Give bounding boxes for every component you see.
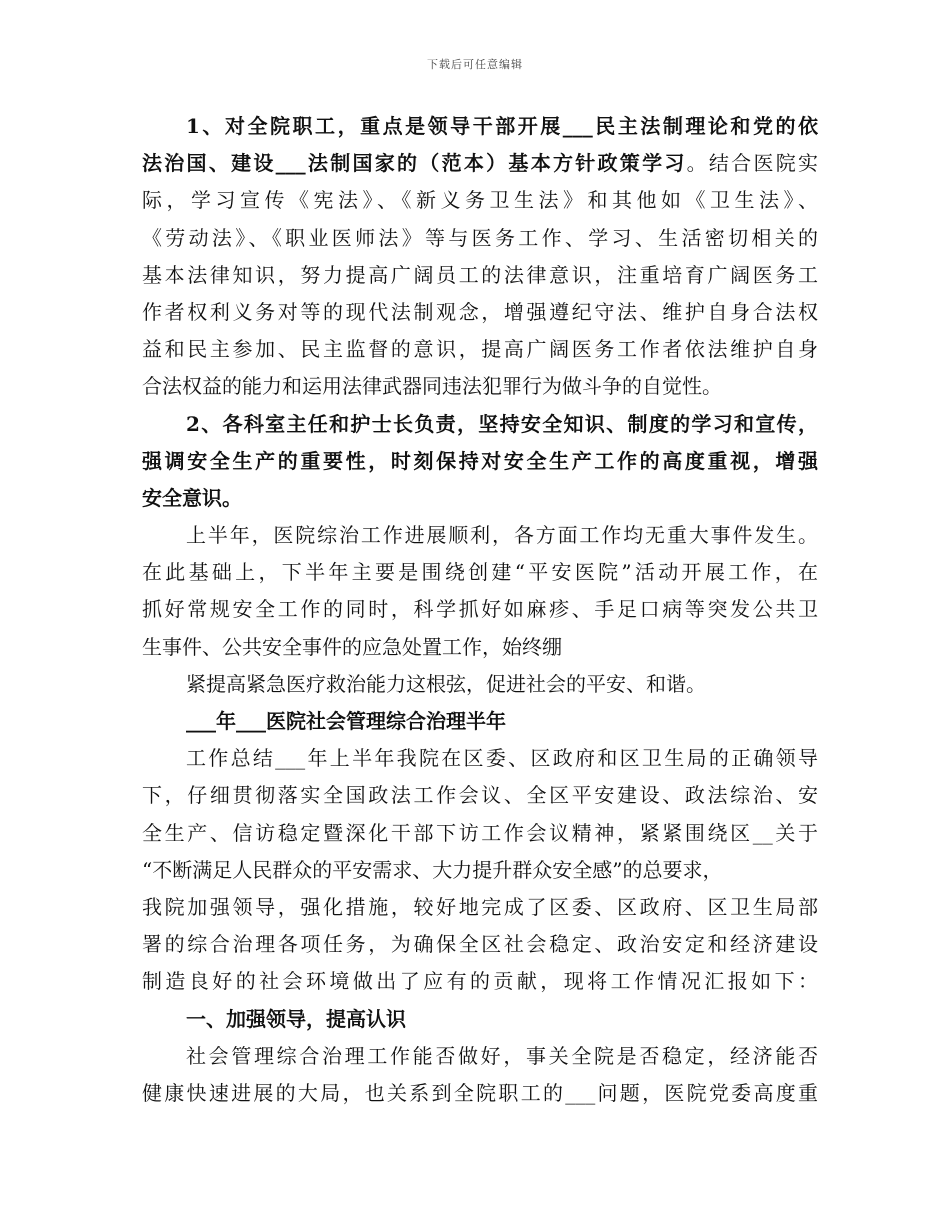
text-run: 在此基础上，下半年主要是围绕创建“平安医院”活动开展工作，在 — [142, 560, 818, 585]
text-line — [142, 629, 818, 666]
text-line — [142, 1075, 818, 1112]
text-line — [142, 554, 818, 591]
text-run: 《劳动法》、《职业医师法》等与医务工作、学习、生活密切相关的 — [142, 225, 818, 250]
text-run: 益和民主参加、民主监督的意识，提高广阔医务工作者依法维护自身 — [142, 337, 818, 362]
text-line — [142, 815, 818, 852]
text-line — [142, 889, 818, 926]
text-run: “不断满足人民群众的平安需求、大力提升群众安全感”的总要求， — [142, 857, 723, 882]
text-line — [142, 591, 818, 628]
text-line — [142, 963, 818, 1000]
text-run: 安全意识。 — [142, 485, 242, 510]
text-run: 1、对全院职工，重点是领导干部开展___民主法制理论和党的依 — [186, 114, 818, 138]
text-run: 署的综合治理各项任务，为确保全区社会稳定、政治安定和经济建设 — [142, 932, 818, 957]
text-run: 社会管理综合治理工作能否做好，事关全院是否稳定，经济能否 — [186, 1043, 818, 1068]
text-line — [142, 1038, 818, 1075]
page-header: 下载后可任意编辑 — [427, 58, 523, 71]
text-run: 生事件、公共安全事件的应急处置工作，始终绷 — [142, 634, 562, 659]
text-run: 我院加强领导，强化措施，较好地完成了区委、区政府、区卫生局部 — [142, 894, 818, 919]
text-run: 强调安全生产的重要性，时刻保持对安全生产工作的高度重视，增强 — [142, 448, 818, 473]
text-line — [142, 220, 818, 257]
text-run: 全生产、信访稳定暨深化干部下访工作会议精神，紧紧围绕区__关于 — [142, 820, 818, 845]
text-line — [142, 294, 818, 331]
text-line — [142, 1001, 818, 1038]
text-run: 2、各科室主任和护士长负责，坚持安全知识、制度的学习和宣传， — [186, 411, 818, 436]
text-run: 合法权益的能力和运用法律武器同违法犯罪行为做斗争的自觉性。 — [142, 374, 722, 399]
text-line — [142, 740, 818, 777]
text-run: 健康快速进展的大局，也关系到全院职工的___问题，医院党委高度重 — [142, 1080, 818, 1105]
text-line — [142, 666, 818, 703]
text-line — [142, 406, 818, 443]
document-body — [142, 108, 818, 1112]
text-line — [142, 331, 818, 368]
text-line — [142, 368, 818, 405]
text-run: 制造良好的社会环境做出了应有的贡献，现将工作情况汇报如下： — [142, 969, 818, 994]
text-run-tail: 。结合医院实 — [686, 151, 819, 176]
text-line — [142, 777, 818, 814]
text-run: 基本法律知识，努力提高广阔员工的法律意识，注重培育广阔医务工 — [142, 262, 818, 287]
text-line — [142, 480, 818, 517]
text-run: 法治国、建设___法制国家的（范本）基本方针政策学习 — [142, 151, 687, 176]
text-run: 上半年，医院综治工作进展顺利，各方面工作均无重大事件发生。 — [186, 523, 818, 548]
text-run: ___年___医院社会管理综合治理半年 — [186, 709, 506, 733]
text-line — [142, 182, 818, 219]
text-run: 际，学习宣传《宪法》、《新义务卫生法》和其他如《卫生法》、 — [142, 188, 818, 213]
text-line — [142, 517, 818, 554]
text-run: 工作总结___年上半年我院在区委、区政府和区卫生局的正确领导 — [186, 746, 818, 771]
text-line — [142, 108, 818, 145]
text-run: 抓好常规安全工作的同时，科学抓好如麻疹、手足口病等突发公共卫 — [142, 597, 818, 622]
text-line — [142, 703, 818, 740]
text-run: 一、加强领导，提高认识 — [186, 1006, 406, 1031]
text-line — [142, 852, 818, 889]
text-line — [142, 257, 818, 294]
text-run: 紧提高紧急医疗救治能力这根弦，促进社会的平安、和谐。 — [186, 671, 706, 696]
text-run: 作者权利义务对等的现代法制观念，增强遵纪守法、维护自身合法权 — [142, 299, 818, 324]
text-line — [142, 443, 818, 480]
text-run: 下，仔细贯彻落实全国政法工作会议、全区平安建设、政法综治、安 — [142, 783, 818, 808]
text-line — [142, 145, 818, 182]
text-line — [142, 926, 818, 963]
